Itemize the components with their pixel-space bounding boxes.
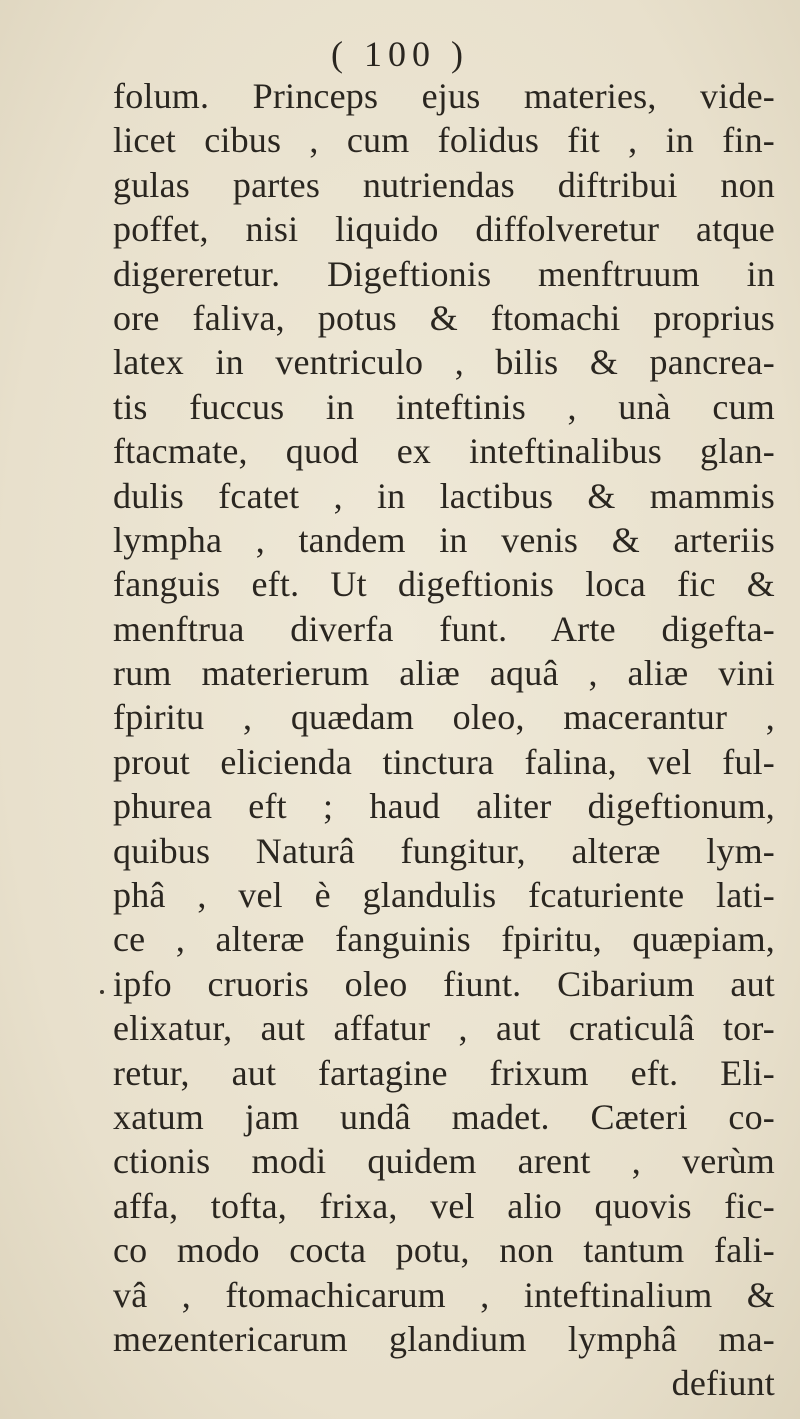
text-line: retur, aut fartagine frixum eft. Eli-	[113, 1052, 775, 1093]
text-line: xatum jam undâ madet. Cæteri co-	[113, 1096, 775, 1137]
text-line: phurea eft ; haud aliter digeftionum,	[113, 786, 775, 827]
text-line: rum materierum aliæ aquâ , aliæ vini	[113, 653, 775, 694]
text-line: gulas partes nutriendas diftribui non	[113, 164, 775, 205]
text-line: folum. Princeps ejus materies, vide-	[113, 76, 775, 116]
text-line: menftrua diverfa funt. Arte digefta-	[113, 608, 775, 649]
text-line: mezentericarum glandium lymphâ ma-	[113, 1318, 775, 1359]
text-line: ctionis modi quidem arent , verùm	[113, 1141, 775, 1182]
text-line: dulis fcatet , in lactibus & mammis	[113, 475, 775, 516]
text-line: ftacmate, quod ex inteftinalibus glan-	[113, 431, 775, 472]
text-line: digereretur. Digeftionis menftruum in	[113, 253, 775, 294]
text-line: phâ , vel è glandulis fcaturiente lati-	[113, 875, 775, 916]
text-line: prout elicienda tinctura falina, vel ful-	[113, 741, 775, 782]
text-line: poffet, nisi liquido diffolveretur atque	[113, 209, 775, 250]
margin-mark	[100, 990, 104, 994]
text-line: licet cibus , cum folidus fit , in fin-	[113, 120, 775, 161]
text-line: vâ , ftomachicarum , inteftinalium &	[113, 1274, 775, 1315]
text-line: ipfo cruoris oleo fiunt. Cibarium aut	[113, 963, 775, 1004]
body-text	[113, 74, 775, 1406]
text-line: fanguis eft. Ut digeftionis loca fic &	[113, 564, 775, 605]
text-line: fpiritu , quædam oleo, macerantur ,	[113, 697, 775, 738]
text-line: quibus Naturâ fungitur, alteræ lym-	[113, 830, 775, 871]
text-line: latex in ventriculo , bilis & pancrea-	[113, 342, 775, 383]
text-line: elixatur, aut affatur , aut craticulâ tor-	[113, 1008, 775, 1049]
text-line: lympha , tandem in venis & arteriis	[113, 519, 775, 560]
page-number-header: ( 100 )	[331, 34, 469, 74]
text-line: co modo cocta potu, non tantum fali-	[113, 1230, 775, 1271]
text-line: ce , alteræ fanguinis fpiritu, quæpiam,	[113, 919, 775, 960]
text-line: affa, tofta, frixa, vel alio quovis fic-	[113, 1185, 775, 1226]
text-line: tis fuccus in inteftinis , unà cum	[113, 386, 775, 427]
text-line: ore faliva, potus & ftomachi proprius	[113, 297, 775, 338]
catchword: defiunt	[671, 1363, 775, 1404]
